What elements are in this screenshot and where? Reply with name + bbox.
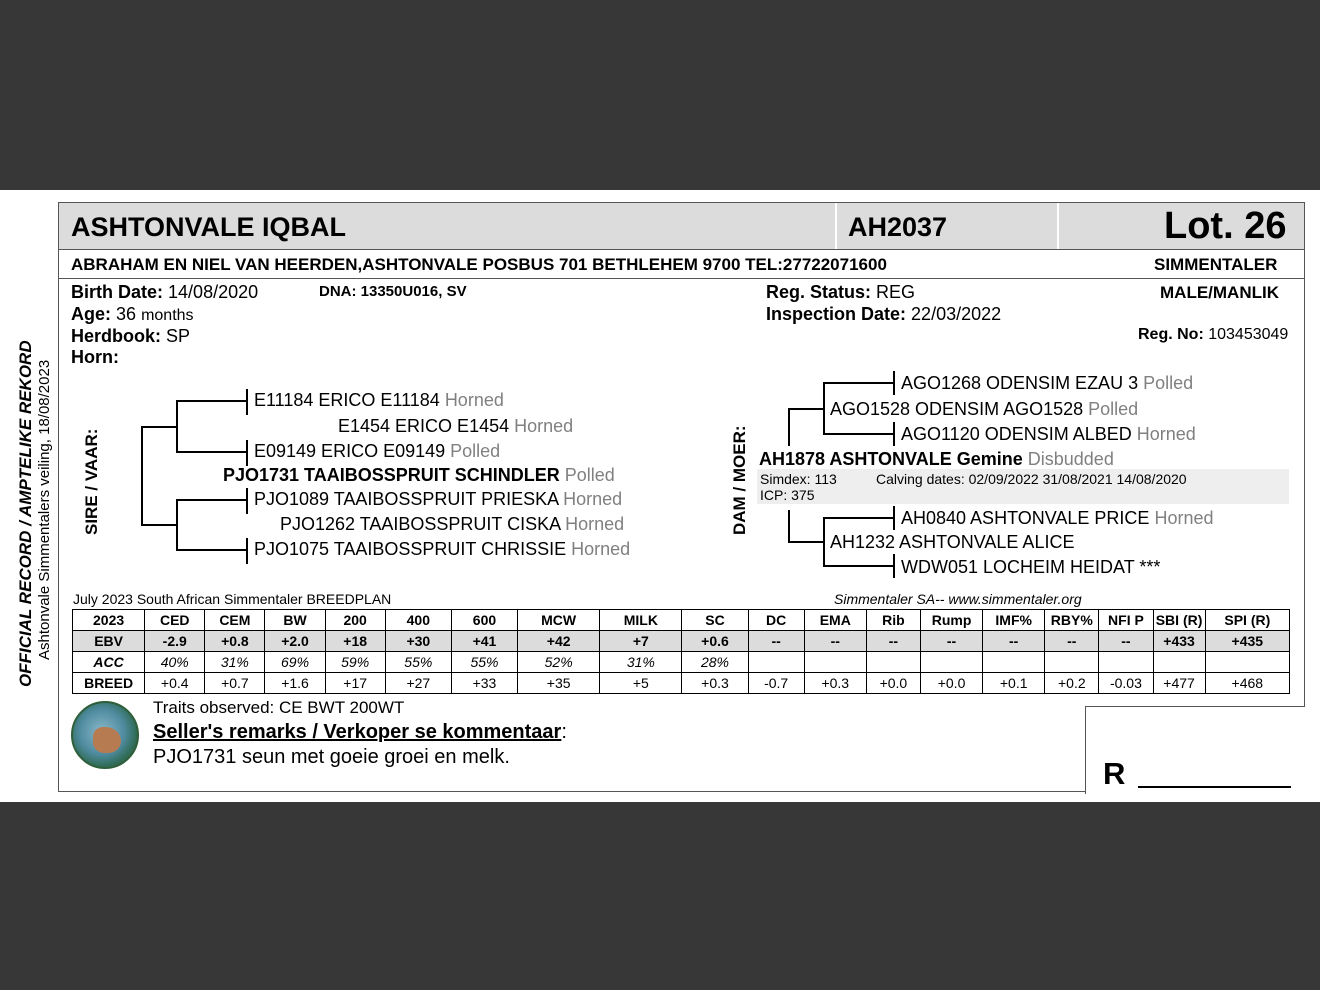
table-cell: +433 [1153,631,1205,652]
table-cell: +435 [1205,631,1289,652]
table-cell: -- [1045,631,1099,652]
table-cell: +477 [1153,673,1205,694]
table-cell: 40% [145,652,205,673]
table-cell: MCW [518,610,600,631]
table-cell: -2.9 [145,631,205,652]
table-cell: BW [265,610,325,631]
table-cell: DC [748,610,804,631]
reg-no: Reg. No: 103453049 [1138,326,1289,343]
remarks-text: PJO1731 seun met goeie groei en melk. [153,746,510,768]
sire-dam-dam: PJO1075 TAAIBOSSPRUIT CHRISSIE Horned [254,539,631,559]
dam-dam-dam: WDW051 LOCHEIM HEIDAT *** [901,557,1161,577]
sire-sire: E1454 ERICO E1454 Horned [338,416,574,436]
table-cell: +17 [325,673,385,694]
breedplan-source: Simmentaler SA-- www.simmentaler.org [834,591,1082,607]
table-cell [748,652,804,673]
table-cell: +468 [1205,673,1289,694]
birth-date: Birth Date: 14/08/2020 [71,282,259,302]
table-cell: +0.2 [1045,673,1099,694]
price-entry-line[interactable] [1138,786,1291,788]
price-currency: R [1103,756,1126,791]
table-cell: -- [1099,631,1153,652]
table-cell: +41 [451,631,517,652]
table-cell: 52% [518,652,600,673]
table-cell: 400 [385,610,451,631]
table-cell: SBI (R) [1153,610,1205,631]
dam-dam-sire: AH0840 ASHTONVALE PRICE Horned [901,508,1214,528]
table-cell: SPI (R) [1205,610,1289,631]
table-cell: IMF% [983,610,1045,631]
dam-sire: AGO1528 ODENSIM AGO1528 Polled [830,399,1139,419]
table-cell: RBY% [1045,610,1099,631]
dam-calving-dates: Calving dates: 02/09/2022 31/08/2021 14/08/2020 [876,471,1187,487]
table-cell: -- [866,631,920,652]
table-cell: +27 [385,673,451,694]
table-row [73,673,1290,694]
sire-name: PJO1731 TAAIBOSSPRUIT SCHINDLER Polled [223,465,615,485]
dam-label: DAM / MOER: [730,425,749,535]
sire-sire-dam: E09149 ERICO E09149 Polled [254,441,501,461]
table-cell: -0.03 [1099,673,1153,694]
official-record-label: OFFICIAL RECORD / AMPTELIKE REKORD [16,340,35,687]
table-cell: 2023 [73,610,145,631]
table-cell: 69% [265,652,325,673]
table-cell: +0.0 [866,673,920,694]
table-cell [1153,652,1205,673]
table-cell: +33 [451,673,517,694]
table-cell: Rib [866,610,920,631]
table-cell: +1.6 [265,673,325,694]
table-cell: 59% [325,652,385,673]
table-cell: +0.0 [920,673,982,694]
table-cell: Rump [920,610,982,631]
table-cell: +0.7 [205,673,265,694]
table-cell: +35 [518,673,600,694]
table-cell: CED [145,610,205,631]
table-cell [804,652,866,673]
owner-info: ABRAHAM EN NIEL VAN HEERDEN,ASHTONVALE POSBUS 701 BETHLEHEM 9700 TEL:27722071600 [71,255,887,274]
table-cell: -- [983,631,1045,652]
table-row [73,652,1290,673]
table-cell: +7 [600,631,682,652]
table-cell [920,652,982,673]
animal-id: AH2037 [848,212,948,242]
table-cell: MILK [600,610,682,631]
table-cell: -- [920,631,982,652]
table-cell: ACC [73,652,145,673]
dam-dam: AH1232 ASHTONVALE ALICE [830,532,1075,552]
table-cell [866,652,920,673]
inspection-date: Inspection Date: 22/03/2022 [766,304,1002,324]
table-cell: 55% [451,652,517,673]
table-cell [983,652,1045,673]
table-cell: 600 [451,610,517,631]
animal-name: ASHTONVALE IQBAL [71,212,347,242]
dam-sire-sire: AGO1268 ODENSIM EZAU 3 Polled [901,373,1194,393]
table-cell: 55% [385,652,451,673]
table-cell: 31% [600,652,682,673]
remarks-heading: Seller's remarks / Verkoper se kommentaar: [153,721,567,743]
dam-icp: ICP: 375 [760,487,815,503]
table-cell: +0.3 [682,673,748,694]
table-cell: EBV [73,631,145,652]
breedplan-caption: July 2023 South African Simmentaler BREEDPLAN [73,591,392,607]
table-row [73,631,1290,652]
table-cell: BREED [73,673,145,694]
dam-name: AH1878 ASHTONVALE Gemine Disbudded [759,449,1114,469]
breedplan-table [72,609,1290,694]
table-cell: +0.4 [145,673,205,694]
sire-label: SIRE / VAAR: [82,428,101,535]
table-cell: -- [748,631,804,652]
sex: MALE/MANLIK [1160,283,1279,302]
sire-dam-sire: PJO1089 TAAIBOSSPRUIT PRIESKA Horned [254,489,623,509]
table-cell: 31% [205,652,265,673]
table-cell [1045,652,1099,673]
table-cell [1205,652,1289,673]
table-cell: CEM [205,610,265,631]
table-cell: +2.0 [265,631,325,652]
table-cell: -0.7 [748,673,804,694]
table-cell [1099,652,1153,673]
dam-simdex: Simdex: 113 [760,471,837,487]
auction-label: Ashtonvale Simmentalers veiling, 18/08/2023 [36,359,53,660]
age: Age: 36 months [71,304,194,324]
table-cell: +0.8 [205,631,265,652]
table-cell: +18 [325,631,385,652]
lot-card [0,190,1320,802]
sire-sire-sire: E11184 ERICO E11184 Horned [254,390,504,410]
table-cell: +0.1 [983,673,1045,694]
sire-dam: PJO1262 TAAIBOSSPRUIT CISKA Horned [280,514,625,534]
table-cell: +0.6 [682,631,748,652]
table-cell: -- [804,631,866,652]
table-cell: +5 [600,673,682,694]
table-cell: 200 [325,610,385,631]
traits-observed: Traits observed: CE BWT 200WT [153,698,405,717]
dam-sire-dam: AGO1120 ODENSIM ALBED Horned [901,424,1196,444]
breed-name: SIMMENTALER [1154,255,1278,274]
table-cell: +30 [385,631,451,652]
horn-label: Horn: [71,347,119,367]
table-cell: +42 [518,631,600,652]
table-cell: SC [682,610,748,631]
lot-number: Lot. 26 [1164,205,1287,247]
table-cell: EMA [804,610,866,631]
reg-status: Reg. Status: REG [766,282,916,302]
table-cell: +0.3 [804,673,866,694]
herdbook: Herdbook: SP [71,326,191,346]
table-header-row [73,610,1290,631]
simmentaler-logo-icon [71,701,139,769]
dna-info: DNA: 13350U016, SV [319,283,467,300]
table-cell: 28% [682,652,748,673]
table-cell: NFI P [1099,610,1153,631]
